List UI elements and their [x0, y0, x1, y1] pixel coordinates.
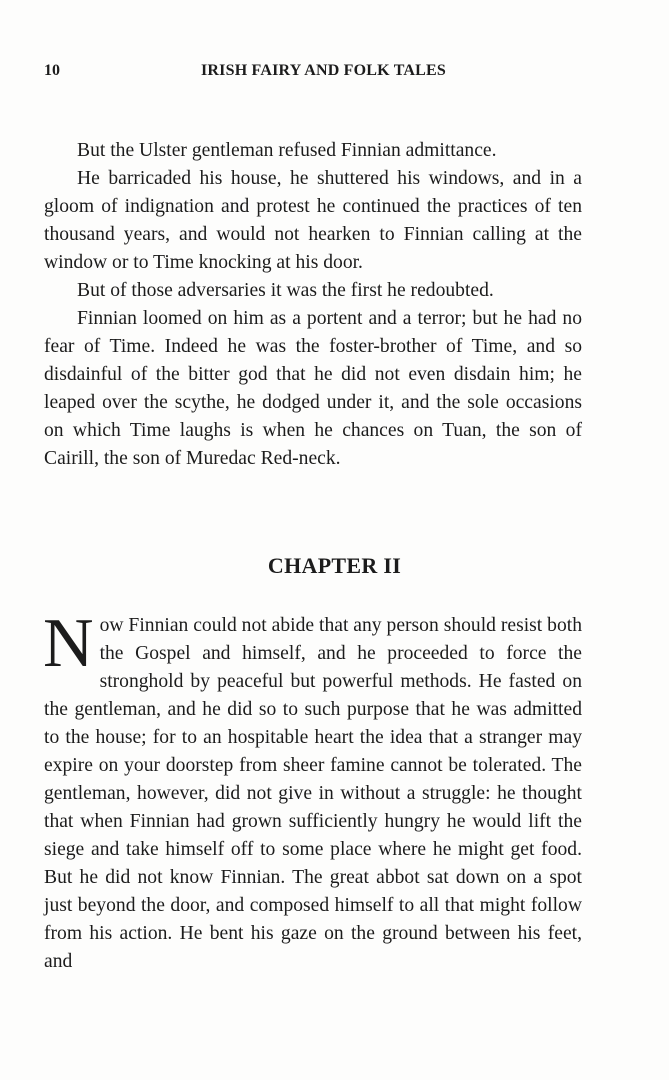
paragraph: But of those adversaries it was the first he redoubted. — [77, 280, 494, 301]
paragraph: He barricaded his house, he shuttered his windows, and in a gloom of indignation and protest he continued the practices of ten thousand years, and would not hearken to Finnian calling at the window or to Time knocking at his door. — [44, 168, 582, 273]
opening-paragraph-text: ow Finnian could not abide that any person should resist both the Gospel and himself, and he proceeded to force the stronghold by peaceful but powerful methods. He fasted on the gentleman, and he did so to such purpose that he was admitted to the house; for to an hospitable heart the idea that a stranger may expire on your doorstep from sheer famine cannot be tolerated. The gentleman, however, did not give in without a struggle: he thought that when Finnian had grown sufficiently hungry he would lift the siege and take himself off to some place where he might get food. But he did not know Finnian. The great abbot sat down on a spot just beyond the door, and composed himself to all that might follow from his action. He bent his gaze on the ground between his feet, and — [44, 615, 582, 972]
paragraph: But the Ulster gentleman refused Finnian admittance. — [77, 140, 497, 161]
running-head — [44, 62, 581, 86]
chapter-two-opening — [43, 605, 582, 976]
drop-cap-letter: N — [43, 605, 94, 682]
paragraph: Finnian loomed on him as a portent and a terror; but he had no fear of Time. Indeed he was the foster-brother of Time, and so disdainful of the bitter god that he did not even disdain him; he leaped over the scythe, he dodged under it, and the sole occasions on which Time laughs is when he chances on Tuan, the son of Cairill, the son of Muredac Red-neck. — [44, 308, 582, 469]
opening-paragraph — [43, 605, 582, 976]
chapter-one-ending — [44, 137, 582, 473]
page-number: 10 — [44, 62, 60, 79]
running-title: IRISH FAIRY AND FOLK TALES — [201, 62, 446, 79]
chapter-heading: CHAPTER II — [267, 553, 402, 578]
